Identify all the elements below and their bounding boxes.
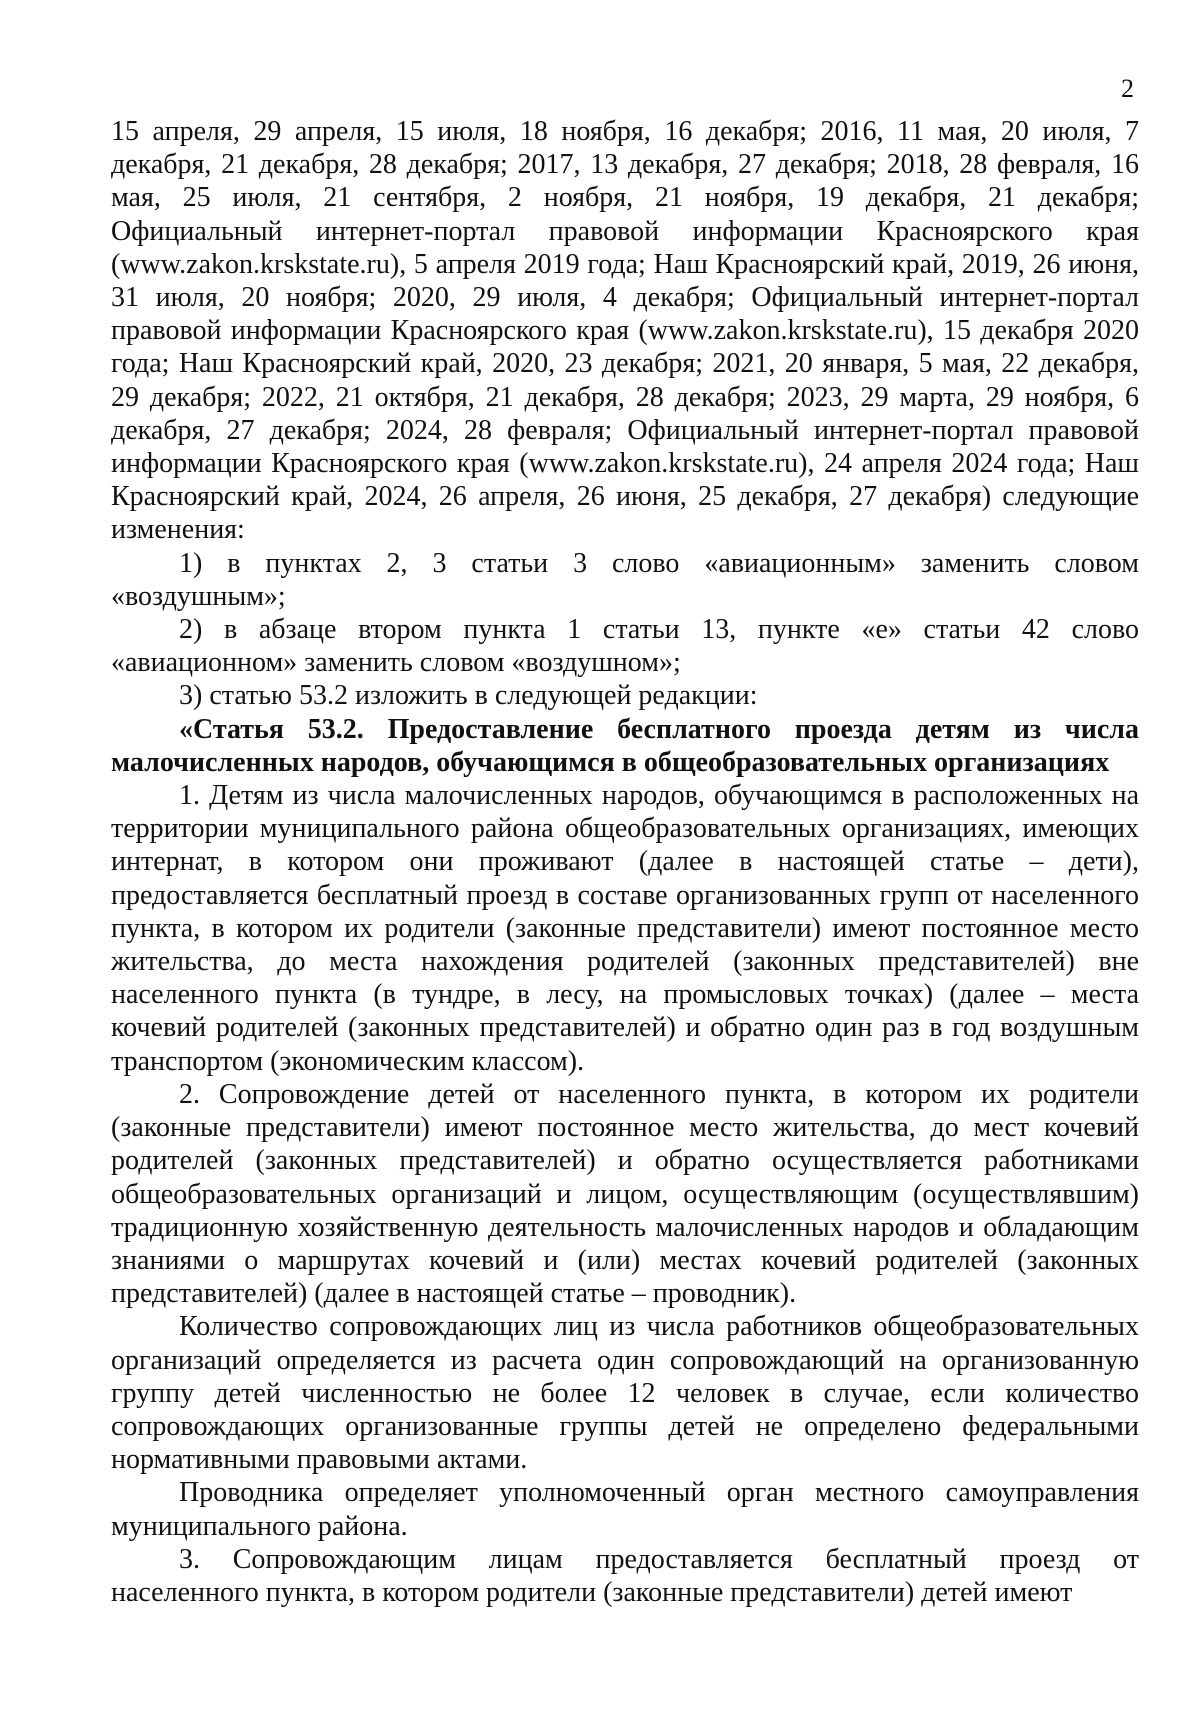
paragraph-amendment-2: 2) в абзаце втором пункта 1 статьи 13, пункте «е» статьи 42 слово «авиационном» заменить словом «воздушном»; (111, 614, 1139, 679)
article-clause-1: 1. Детям из числа малочисленных народов, обучающимся в расположенных на территории муниципального района общеобразовательных организациях, имеющих интернат, в котором они проживают (далее в настоящей статье – дети), предоставляется бесплатный проезд в составе организованных групп от населенного пункта, в котором их родители (законные представители) имеют постоянное место жительства, до места нахождения родителей (законных представителей) вне населенного пункта (в тундре, в лесу, на промысловых точках) (далее – места кочевий родителей (законных представителей) и обратно один раз в год воздушным транспортом (экономическим классом). (111, 780, 1139, 1077)
article-clause-2: 2. Сопровождение детей от населенного пункта, в котором их родители (законные представители) имеют постоянное место жительства, до мест кочевий родителей (законных представителей) и обратно осуществляется работниками общеобразовательных организаций и лицом, осуществляющим (осуществлявшим) традиционную хозяйственную деятельность малочисленных народов и обладающим знаниями о маршрутах кочевий и (или) местах кочевий родителей (законных представителей) (далее в настоящей статье – проводник). (111, 1078, 1139, 1310)
document-body (111, 115, 1139, 1609)
article-clause-2-companions: Количество сопровождающих лиц из числа работников общеобразовательных организаций определяется из расчета один сопровождающий на организованную группу детей численностью не более 12 человек в случае, если количество сопровождающих организованные группы детей не определено федеральными нормативными правовыми актами. (111, 1311, 1139, 1476)
article-clause-3: 3. Сопровождающим лицам предоставляется бесплатный проезд от населенного пункта, в котором родители (законные представители) детей имеют (111, 1543, 1139, 1608)
paragraph-publication-dates: 15 апреля, 29 апреля, 15 июля, 18 ноября, 16 декабря; 2016, 11 мая, 20 июля, 7 декабря, 21 декабря, 28 декабря; 2017, 13 декабря, 27 декабря; 2018, 28 февраля, 16 мая, 25 июля, 21 сентября, 2 ноября, 21 ноября, 19 декабря, 21 декабря; Официальный интернет-портал правовой информации Красноярского края (www.zakon.krskstate.ru), 5 апреля 2019 года; Наш Красноярский край, 2019, 26 июня, 31 июля, 20 ноября; 2020, 29 июля, 4 декабря; Официальный интернет-портал правовой информации Красноярского края (www.zakon.krskstate.ru), 15 декабря 2020 года; Наш Красноярский край, 2020, 23 декабря; 2021, 20 января, 5 мая, 22 декабря, 29 декабря; 2022, 21 октября, 21 декабря, 28 декабря; 2023, 29 марта, 29 ноября, 6 декабря, 27 декабря; 2024, 28 февраля; Официальный интернет-портал правовой информации Красноярского края (www.zakon.krskstate.ru), 24 апреля 2024 года; Наш Красноярский край, 2024, 26 апреля, 26 июня, 25 декабря, 27 декабря) следующие изменения: (111, 116, 1139, 546)
paragraph-amendment-1: 1) в пунктах 2, 3 статьи 3 слово «авиационным» заменить словом «воздушным»; (111, 547, 1139, 612)
article-clause-2-guide: Проводника определяет уполномоченный орган местного самоуправления муниципального района. (111, 1477, 1139, 1542)
article-heading: «Статья 53.2. Предоставление бесплатного проезда детям из числа малочисленных народов, обучающимся в общеобразовательных организациях (111, 713, 1139, 778)
page-number: 2 (1121, 74, 1134, 103)
paragraph-amendment-3: 3) статью 53.2 изложить в следующей редакции: (179, 680, 758, 712)
